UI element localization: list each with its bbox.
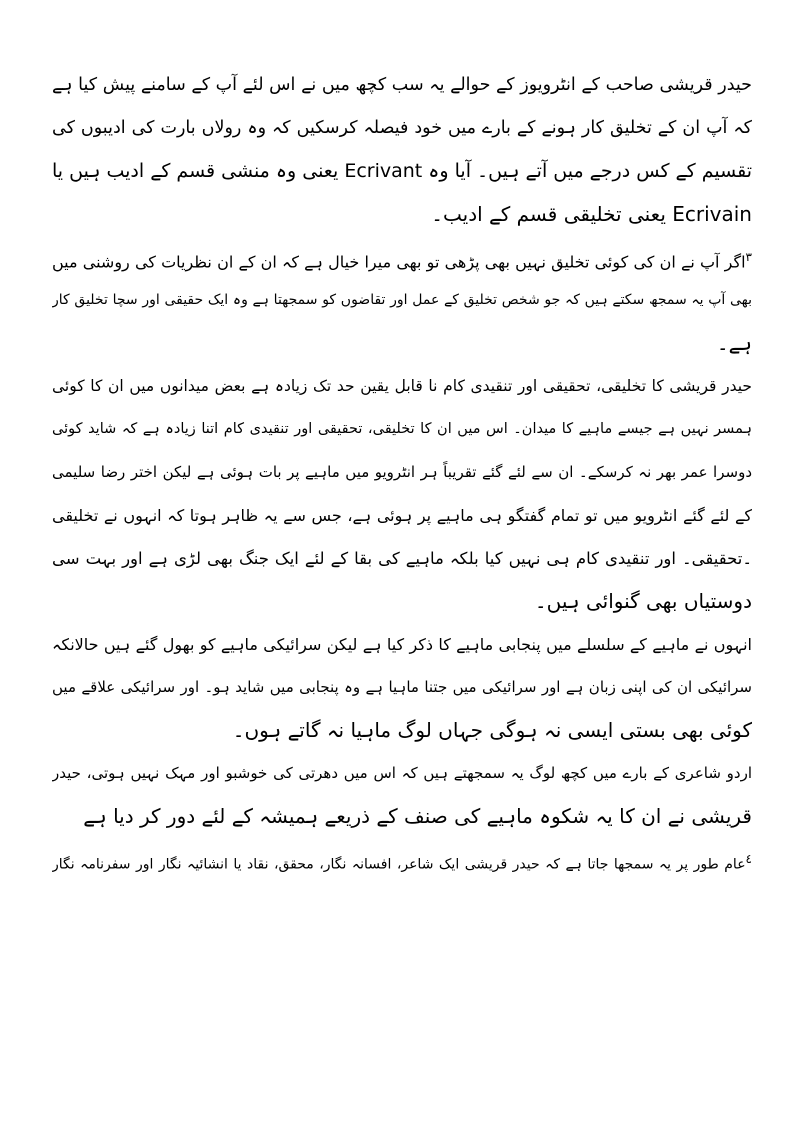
text-line: بھی آپ یہ سمجھ سکتے ہیں کہ جو شخص تخلیق کے عمل اور تقاضوں کو سمجھتا ہے وہ ایک حقیقی اور سچا تخلیق کار <box>52 292 752 308</box>
text-line: اردو شاعری کے بارے میں کچھ لوگ یہ سمجھتے ہیں کہ اس میں دھرتی کی خوشبو اور مہک نہیں ہوتی، حیدر <box>52 764 752 782</box>
text-line: دوسرا عمر بھر نہ کرسکے۔ ان سے لئے گئے تقریباً ہر انٹرویو میں ماہیے پر بات ہوئی ہے لیکن اختر رضا سلیمی <box>52 463 752 481</box>
text-line: دوستیاں بھی گنوائی ہیں۔ <box>534 589 752 613</box>
text-line: سرائیکی ان کی اپنی زبان ہے اور سرائیکی میں جتنا ماہیا ہے وہ پنجابی میں شاید ہو۔ اور سرائیکی علاقے میں <box>52 678 752 696</box>
text-line: ۔تحقیقی۔ اور تنقیدی کام ہی نہیں کیا بلکہ ماہیے کی بقا کے لئے ایک جنگ بھی لڑی ہے اور بہت سی <box>52 549 752 568</box>
text-line: تقسیم کے کس درجے میں آتے ہیں۔ آیا وہ Ecrivant یعنی وہ منشی قسم کے ادیب ہیں یا <box>52 160 752 182</box>
footnote-mark: ٣ <box>745 250 752 264</box>
text-line: کے لئے گئے انٹرویو میں تو تمام گفتگو ہی ماہیے پر ہوئی ہے، جس سے یہ ظاہر ہوتا کہ انہوں نے تخلیقی <box>52 506 752 525</box>
urdu-text-body <box>52 64 752 881</box>
text-line: حیدر قریشی کا تخلیقی، تحقیقی اور تنقیدی کام نا قابل یقین حد تک زیادہ ہے بعض میدانوں میں ان کا کوئی <box>52 377 752 395</box>
text-line: ہے۔ <box>716 331 752 355</box>
paragraph-line <box>52 236 752 279</box>
text-line: حیدر قریشی صاحب کے انٹرویوز کے حوالے یہ سب کچھ میں نے اس لئے آپ کے سامنے پیش کیا ہے <box>52 75 752 95</box>
text-line: اگر آپ نے ان کی کوئی تخلیق نہیں بھی پڑھی تو بھی میرا خیال ہے کہ ان کے ان نظریات کی روشنی میں <box>52 252 746 272</box>
text-line: کہ آپ ان کے تخلیق کار ہونے کے بارے میں خود فیصلہ کرسکیں کہ وہ رولاں بارت کی ادیبوں کی <box>52 118 752 138</box>
text-line: عام طور پر یہ سمجھا جاتا ہے کہ حیدر قریشی ایک شاعر، افسانہ نگار، محقق، نقاد یا انشائیہ نگار اور سفرنامہ نگار <box>52 856 746 873</box>
footnote-mark: ٤ <box>745 852 752 866</box>
text-line: کوئی بھی بستی ایسی نہ ہوگی جہاں لوگ ماہیا نہ گاتے ہوں۔ <box>232 718 752 742</box>
text-line: ہمسر نہیں ہے جیسے ماہیے کا میدان۔ اس میں ان کا تخلیقی، تحقیقی اور تنقیدی کام اتنا زیادہ ہے کہ شاید کوئی <box>52 421 752 437</box>
paragraph-line <box>52 838 752 881</box>
text-line: انہوں نے ماہیے کے سلسلے میں پنجابی ماہیے کا ذکر کیا ہے لیکن سرائیکی ماہیے کو بھول گئے ہیں حالانکہ <box>52 635 752 654</box>
text-line: Ecrivain یعنی تخلیقی قسم کے ادیب۔ <box>431 202 752 226</box>
text-line: قریشی نے ان کا یہ شکوہ ماہیے کی صنف کے ذریعے ہمیشہ کے لئے دور کر دیا ہے <box>83 804 752 828</box>
